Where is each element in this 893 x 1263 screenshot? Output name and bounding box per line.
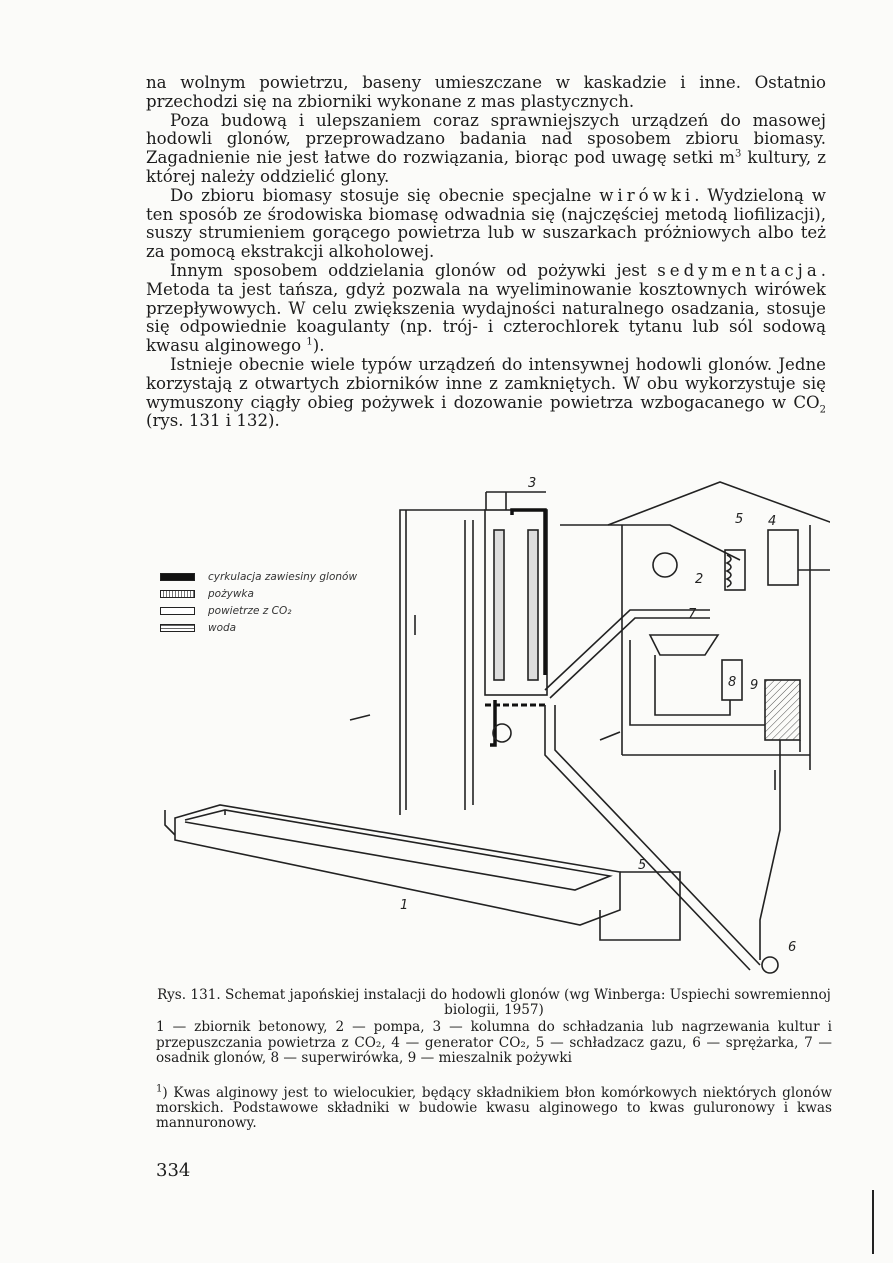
paragraph-3-tail: . Wydzieloną w ten sposób ze środowiska biomasę odwadnia się (najczęściej metodą liofilizacji), suszy strumieniem gorącego powietrza lub w suszarkach próżniowych albo też za pomocą ekstrakcji alkoholowej. — [146, 185, 826, 262]
nutrient-mixer-9 — [765, 680, 800, 740]
figure-label-5b: 5 — [638, 858, 647, 873]
paragraph-5-text: Istnieje obecnie wiele typów urządzeń do intensywnej hodowli glonów. Jedne korzystają z otwartych zbiorników inne z zamkniętych. W obu wykorzystuje się wymuszony ciągły obieg pożywek i dozowanie powietrza wzbogacanego w CO — [146, 354, 826, 412]
legend-row-air — [160, 602, 357, 619]
installation-diagram — [150, 470, 830, 990]
paragraph-5-sub: 2 — [819, 403, 826, 415]
paragraph-4-emphasis: sedymentacja — [657, 260, 821, 280]
legend-swatch-circulation — [160, 573, 195, 581]
figure-label-5a: 5 — [735, 512, 744, 527]
figure-label-9: 9 — [750, 678, 759, 693]
footnote — [156, 1083, 832, 1132]
figure-caption — [156, 988, 832, 1066]
caption-legend: 1 — zbiornik betonowy, 2 — pompa, 3 — kolumna do schładzania lub nagrzewania kultur i przepuszczania powietrza z CO₂, 4 — generator CO₂, 5 — schładzacz gazu, 6 — sprężarka, 7 — osadnik glonów, 8 — superwirówka, 9 — mieszalnik pożywki — [156, 1019, 832, 1066]
paragraph-2-tail: kultury, z której należy oddzielić glony. — [146, 148, 827, 186]
paragraph-4-end: ). — [312, 336, 325, 356]
legend-swatch-air — [160, 607, 195, 615]
figure-label-2: 2 — [695, 572, 704, 587]
paragraph-5 — [146, 356, 826, 431]
figure-label-3: 3 — [528, 476, 537, 491]
figure-label-4: 4 — [768, 514, 777, 529]
legend-row-nutrient — [160, 585, 357, 602]
figure-label-7: 7 — [688, 607, 697, 622]
paragraph-5-tail: (rys. 131 i 132). — [146, 411, 280, 431]
building-roof — [608, 482, 830, 525]
settler-7 — [650, 635, 718, 655]
paragraph-2-sup: 3 — [734, 148, 742, 160]
paragraph-2 — [146, 112, 826, 187]
figure-label-8: 8 — [728, 675, 737, 690]
footnote-text: ) Kwas alginowy jest to wielocukier, będący składnikiem błon komórkowych niektórych glonów morskich. Podstawowe składniki w budowie kwasu alginowego to kwas guluronowy i kwas mannuronowy. — [156, 1085, 832, 1132]
figure-legend — [160, 568, 357, 636]
legend-label-water: woda — [208, 621, 237, 634]
figure-label-1: 1 — [400, 898, 409, 913]
paragraph-2-text: Poza budową i ulepszaniem coraz sprawniejszych urządzeń do masowej hodowli glonów, przeprowadzano badania nad sposobem zbioru biomasy. Zagadnienie nie jest łatwe do rozwiązania, biorąc pod uwagę setki m — [146, 110, 826, 168]
caption-title: Rys. 131. Schemat japońskiej instalacji do hodowli glonów (wg Winberga: Uspiechi sowremiennoj biologii, 1957) — [157, 987, 831, 1019]
legend-label-air: powietrze z CO₂ — [208, 604, 292, 617]
footnote-mark: 1 — [156, 1083, 163, 1095]
concrete-tank-1 — [175, 805, 620, 925]
paragraph-1: na wolnym powietrzu, baseny umieszczane w kaskadzie i inne. Ostatnio przechodzi się na zbiorniki wykonane z mas plastycznych. — [146, 73, 826, 111]
legend-row-water — [160, 619, 357, 636]
co2-generator-4 — [768, 530, 798, 585]
paragraph-3-text: Do zbioru biomasy stosuje się obecnie specjalne — [170, 185, 592, 205]
figure-label-6: 6 — [788, 940, 797, 955]
legend-label-circulation: cyrkulacja zawiesiny glonów — [208, 570, 358, 583]
compressor-6 — [762, 957, 778, 973]
legend-swatch-nutrient — [160, 590, 195, 598]
paragraph-3 — [146, 187, 826, 262]
paragraph-4-tail: . Metoda ta jest tańsza, gdyż pozwala na wyeliminowanie kosztownych wirówek przepływowych. W celu zwiększenia wydajności naturalnego osadzania, stosuje się odpowiednie koagulanty (np. trój- i czterochlorek tytanu lub sól sodową kwasu alginowego — [146, 260, 826, 356]
legend-row-circulation — [160, 568, 357, 585]
legend-label-nutrient: pożywka — [208, 587, 254, 600]
scan-edge-mark — [872, 1190, 874, 1254]
compressor-unit — [653, 553, 677, 577]
main-text — [146, 74, 826, 431]
legend-swatch-water — [160, 624, 195, 632]
paragraph-4-text: Innym sposobem oddzielania glonów od pożywki jest — [170, 260, 647, 280]
paragraph-4 — [146, 262, 826, 356]
paragraph-3-emphasis: wirówki — [599, 185, 695, 205]
figure-131 — [150, 470, 830, 990]
paragraph-4-sup: 1 — [306, 336, 313, 348]
page-number: 334 — [156, 1160, 191, 1181]
